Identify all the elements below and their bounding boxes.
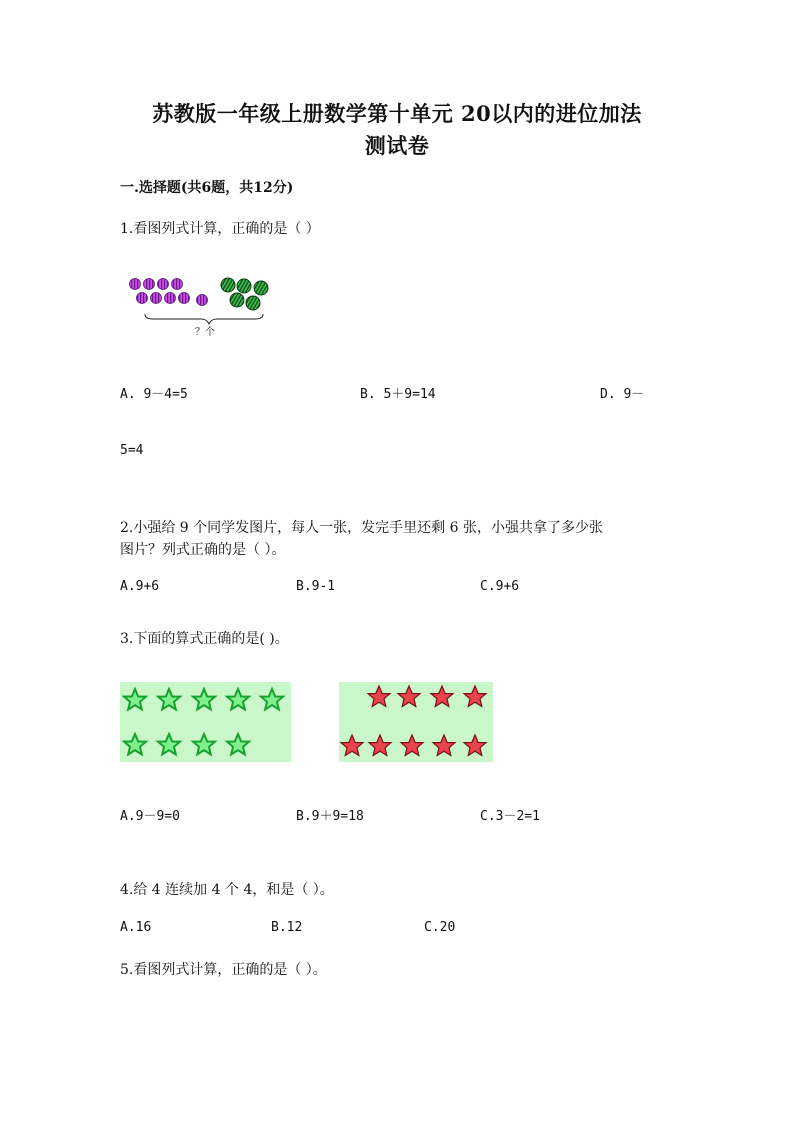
q1-option-d[interactable]: D. 9－ [600, 387, 645, 402]
purple-ball [172, 279, 183, 290]
purple-ball [151, 293, 162, 304]
purple-ball [165, 293, 176, 304]
q3-option-b[interactable]: B.9＋9=18 [296, 809, 364, 824]
figure-label: ？个 [195, 327, 215, 338]
red-star [431, 686, 453, 707]
green-ball [221, 278, 235, 292]
question-4-text: 4.给 4 连续加 4 个 4，和是（ ）。 [120, 882, 334, 898]
section-heading: 一.选择题(共6题，共12分) [120, 180, 294, 196]
green-ball [246, 296, 260, 310]
q2-option-c[interactable]: C.9+6 [480, 579, 520, 594]
question-1-text: 1.看图列式计算，正确的是（ ） [120, 221, 320, 237]
purple-ball [158, 279, 169, 290]
red-star [369, 735, 391, 756]
green-star [261, 689, 283, 710]
page-subtitle: 测试卷 [364, 133, 430, 158]
question-2-text-line2: 图片？列式正确的是（ ）。 [120, 542, 286, 558]
green-ball [230, 293, 244, 307]
q1-option-d-continued: 5=4 [120, 443, 144, 458]
green-ball [254, 281, 268, 295]
purple-balls [130, 279, 208, 306]
purple-ball [144, 279, 155, 290]
purple-ball [130, 279, 141, 290]
green-ball [237, 279, 251, 293]
red-star [368, 686, 390, 707]
green-star [227, 734, 249, 755]
question-5-text: 5.看图列式计算，正确的是（ ）。 [120, 962, 327, 978]
green-star [158, 689, 180, 710]
red-star [341, 735, 363, 756]
green-star [227, 689, 249, 710]
red-star [398, 686, 420, 707]
q3-option-c[interactable]: C.3－2=1 [480, 809, 540, 824]
green-star [124, 734, 146, 755]
q4-option-c[interactable]: C.20 [424, 920, 456, 935]
q1-option-b[interactable]: B. 5＋9=14 [360, 387, 436, 402]
purple-ball [179, 293, 190, 304]
question-1-figure [125, 272, 285, 342]
q2-option-a[interactable]: A.9+6 [120, 579, 160, 594]
q1-option-a[interactable]: A. 9－4=5 [120, 387, 188, 402]
green-star [158, 734, 180, 755]
green-stars-panel [120, 682, 291, 762]
brace [145, 314, 263, 324]
green-star [124, 689, 146, 710]
q4-option-b[interactable]: B.12 [271, 920, 303, 935]
q3-option-a[interactable]: A.9－9=0 [120, 809, 180, 824]
red-stars-panel [339, 682, 493, 762]
question-2-text-line1: 2.小强给 9 个同学发图片，每人一张，发完手里还剩 6 张，小强共拿了多少张 [120, 520, 603, 536]
question-3-text: 3.下面的算式正确的是( )。 [120, 631, 289, 647]
q4-option-a[interactable]: A.16 [120, 920, 152, 935]
red-star [464, 686, 486, 707]
green-star [193, 689, 215, 710]
red-star [401, 735, 423, 756]
green-balls [221, 278, 268, 310]
q2-option-b[interactable]: B.9-1 [296, 579, 336, 594]
red-star [433, 735, 455, 756]
page-title: 苏教版一年级上册数学第十单元 20以内的进位加法 [152, 101, 642, 126]
red-star [464, 735, 486, 756]
purple-ball [197, 295, 208, 306]
purple-ball [137, 293, 148, 304]
green-star [193, 734, 215, 755]
